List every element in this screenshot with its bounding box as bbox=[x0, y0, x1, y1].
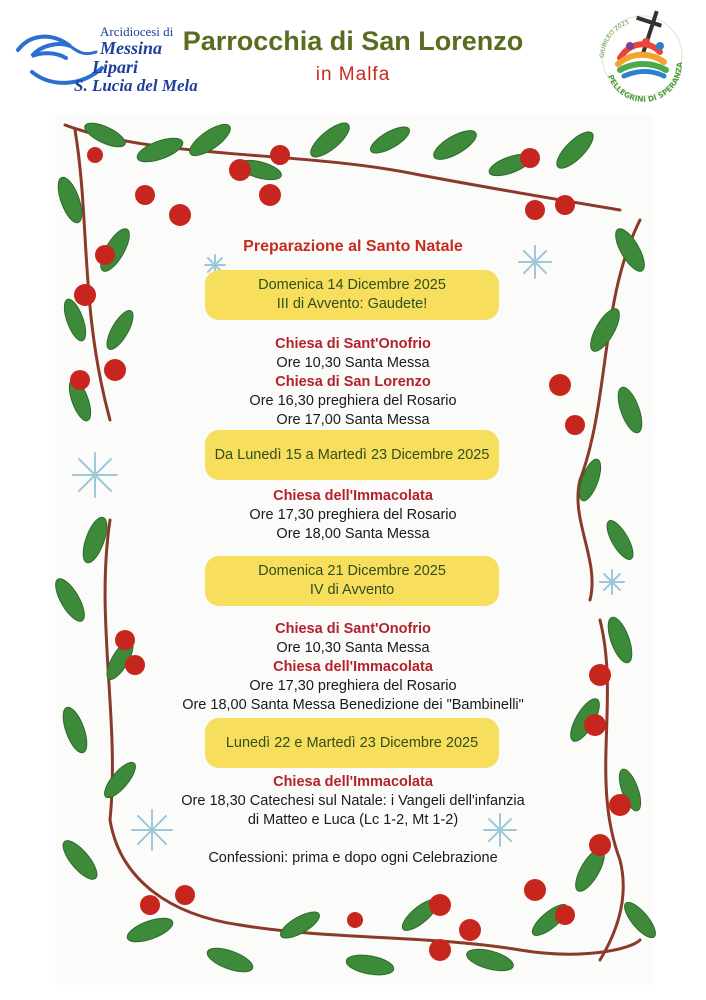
event-line: Ore 17,00 Santa Messa bbox=[276, 412, 430, 428]
poster-heading: Preparazione al Santo Natale bbox=[243, 238, 463, 255]
church-name: Chiesa dell'Immacolata bbox=[273, 488, 433, 504]
page-subtitle: in Malfa bbox=[315, 64, 391, 85]
church-name: Chiesa dell'Immacolata bbox=[273, 659, 433, 675]
date-banner-line2: IV di Avvento bbox=[309, 582, 395, 598]
church-name: Chiesa di Sant'Onofrio bbox=[275, 621, 431, 637]
event-line: Ore 10,30 Santa Messa bbox=[276, 640, 430, 656]
church-name: Chiesa dell'Immacolata bbox=[273, 774, 433, 790]
date-banner bbox=[205, 270, 499, 320]
event-line: Ore 18,30 Catechesi sul Natale: i Vangeli dell'infanzia bbox=[181, 793, 525, 809]
event-line: Ore 17,30 preghiera del Rosario bbox=[249, 507, 457, 523]
page-title: Parrocchia di San Lorenzo bbox=[182, 26, 524, 56]
date-banner bbox=[205, 430, 499, 480]
event-line: Ore 17,30 preghiera del Rosario bbox=[249, 678, 457, 694]
date-banner-line1: Lunedì 22 e Martedì 23 Dicembre 2025 bbox=[225, 734, 479, 751]
jubilee-ring-text: GIUBILEO 2025 bbox=[598, 18, 631, 59]
date-banner-line1: Domenica 21 Dicembre 2025 bbox=[258, 563, 446, 579]
archdiocese-line2: Lipari bbox=[92, 57, 139, 77]
event-line: Ore 18,00 Santa Messa Benedizione dei "Bambinelli" bbox=[182, 697, 524, 713]
date-banner-line2: III di Avvento: Gaudete! bbox=[276, 296, 428, 312]
confessions-note: Confessioni: prima e dopo ogni Celebrazione bbox=[208, 850, 498, 866]
event-line: Ore 18,00 Santa Messa bbox=[276, 526, 430, 542]
church-name: Chiesa di Sant'Onofrio bbox=[275, 336, 431, 352]
archdiocese-line3: S. Lucia del Mela bbox=[74, 76, 198, 95]
date-banner-line1: Da Lunedì 15 a Martedì 23 Dicembre 2025 bbox=[214, 446, 490, 463]
jubilee-motto: PELLEGRINI DI SPERANZA bbox=[606, 61, 685, 104]
archdiocese-prefix: Arcidiocesi di bbox=[100, 24, 174, 39]
date-banner bbox=[205, 556, 499, 606]
date-banner bbox=[205, 718, 499, 768]
event-line: di Matteo e Luca (Lc 1-2, Mt 1-2) bbox=[247, 812, 459, 828]
date-banner-line1: Domenica 14 Dicembre 2025 bbox=[258, 277, 446, 293]
archdiocese-line1: Messina bbox=[100, 38, 163, 58]
church-name: Chiesa di San Lorenzo bbox=[275, 374, 431, 390]
event-line: Ore 16,30 preghiera del Rosario bbox=[249, 393, 457, 409]
event-line: Ore 10,30 Santa Messa bbox=[276, 355, 430, 371]
